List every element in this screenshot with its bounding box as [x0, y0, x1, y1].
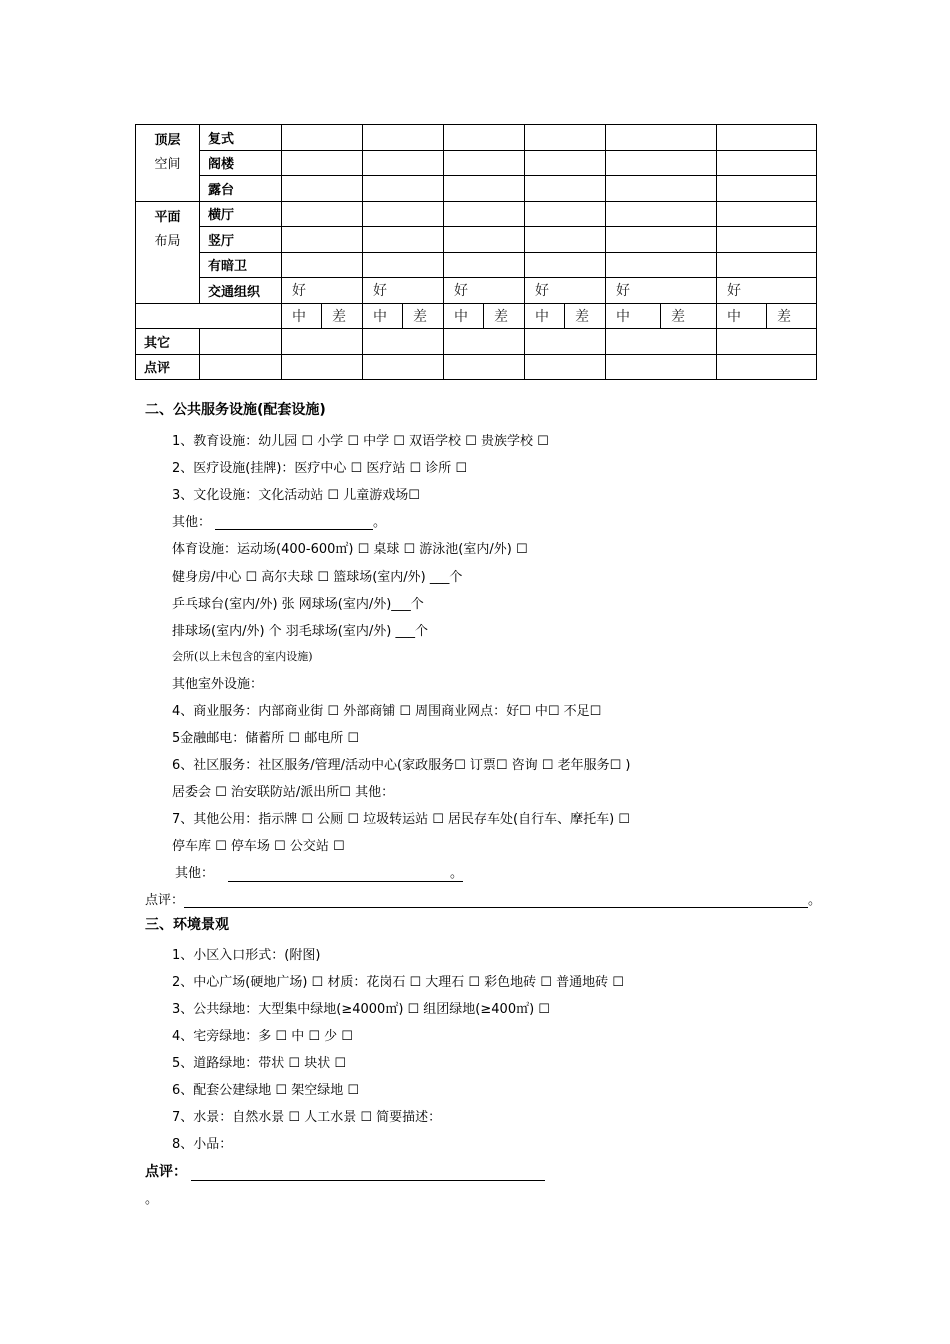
- row-label: 有暗卫: [200, 252, 282, 278]
- review3-line: [145, 1161, 545, 1181]
- cell[interactable]: [282, 176, 363, 202]
- cell[interactable]: [525, 227, 606, 253]
- cell[interactable]: [444, 252, 525, 278]
- group-label-2: 空间: [154, 157, 181, 172]
- row-label: 露台: [200, 176, 282, 202]
- cell[interactable]: [200, 329, 282, 355]
- row-label: 复式: [200, 125, 282, 151]
- review3-end: 。: [145, 1192, 159, 1207]
- cell[interactable]: [606, 329, 717, 355]
- row-label-other: 其它: [136, 329, 200, 355]
- other-end: 。: [373, 515, 387, 530]
- other-input[interactable]: [215, 517, 373, 530]
- review2-line: [145, 889, 821, 908]
- cell[interactable]: [717, 354, 817, 380]
- cell[interactable]: [525, 252, 606, 278]
- row-label-review: 点评: [136, 354, 200, 380]
- cell[interactable]: [525, 176, 606, 202]
- green-facility-line: 6、配套公建绿地 ☐ 架空绿地 ☐: [172, 1083, 359, 1098]
- review2-end: 。: [808, 893, 822, 908]
- empty-cell: [136, 303, 282, 329]
- rating-good[interactable]: 好: [606, 278, 717, 304]
- cell[interactable]: [444, 201, 525, 227]
- section-2-title: 二、公共服务设施(配套设施): [145, 402, 326, 418]
- cell[interactable]: [363, 125, 444, 151]
- commerce-line: 4、商业服务：内部商业街 ☐ 外部商铺 ☐ 周围商业网点：好☐ 中☐ 不足☐: [172, 704, 602, 719]
- cell[interactable]: [363, 354, 444, 380]
- water-line: 7、水景：自然水景 ☐ 人工水景 ☐ 简要描述：: [172, 1110, 442, 1125]
- other-line: [172, 511, 386, 530]
- survey-table: [135, 124, 817, 380]
- cell[interactable]: [282, 201, 363, 227]
- rating-mid[interactable]: 中: [525, 303, 565, 329]
- rating-bad[interactable]: 差: [565, 303, 606, 329]
- cell[interactable]: [282, 125, 363, 151]
- review2-label: 点评：: [145, 893, 185, 908]
- cell[interactable]: [525, 329, 606, 355]
- cell[interactable]: [606, 150, 717, 176]
- group-label-2: 布局: [154, 233, 181, 249]
- review2-input[interactable]: [184, 895, 808, 908]
- cell[interactable]: [200, 354, 282, 380]
- cell[interactable]: [606, 201, 717, 227]
- club-line: 会所(以上未包含的室内设施): [172, 650, 313, 663]
- plaza-line: 2、中心广场(硬地广场) ☐ 材质：花岗石 ☐ 大理石 ☐ 彩色地砖 ☐ 普通地砖 ☐: [172, 975, 624, 990]
- cell[interactable]: [717, 150, 817, 176]
- rating-bad[interactable]: 差: [661, 303, 717, 329]
- cell[interactable]: [717, 125, 817, 151]
- rating-mid[interactable]: 中: [282, 303, 322, 329]
- cell[interactable]: [717, 176, 817, 202]
- rating-good[interactable]: 好: [282, 278, 363, 304]
- section-3-title: 三、环境景观: [145, 917, 229, 933]
- rating-good[interactable]: 好: [363, 278, 444, 304]
- community-line: 6、社区服务：社区服务/管理/活动中心(家政服务☐ 订票☐ 咨询 ☐ 老年服务☐ ): [172, 758, 631, 773]
- cell[interactable]: [282, 354, 363, 380]
- pingpong-line: 乒乓球台(室内/外) 张 网球场(室内/外)___个: [172, 597, 424, 612]
- green-road-line: 5、道路绿地：带状 ☐ 块状 ☐: [172, 1056, 346, 1071]
- rating-mid[interactable]: 中: [717, 303, 767, 329]
- sports-line: 体育设施：运动场(400-600㎡) ☐ 桌球 ☐ 游泳池(室内/外) ☐: [172, 542, 528, 557]
- cell[interactable]: [525, 201, 606, 227]
- medical-line: 2、医疗设施(挂牌)：医疗中心 ☐ 医疗站 ☐ 诊所 ☐: [172, 461, 468, 476]
- cell[interactable]: [606, 176, 717, 202]
- cell[interactable]: [363, 227, 444, 253]
- cell[interactable]: [363, 329, 444, 355]
- culture-line: 3、文化设施：文化活动站 ☐ 儿童游戏场☐: [172, 488, 420, 503]
- cell[interactable]: [525, 125, 606, 151]
- finance-line: 5金融邮电：储蓄所 ☐ 邮电所 ☐: [172, 731, 359, 746]
- cell[interactable]: [444, 150, 525, 176]
- group-plan-layout: [136, 201, 200, 303]
- cell[interactable]: [282, 150, 363, 176]
- cell[interactable]: [363, 252, 444, 278]
- row-label: 横厅: [200, 201, 282, 227]
- cell[interactable]: [606, 354, 717, 380]
- other-label: 其他：: [172, 515, 212, 530]
- row-label: 交通组织: [200, 278, 282, 304]
- cell[interactable]: [363, 150, 444, 176]
- rating-good[interactable]: 好: [444, 278, 525, 304]
- cell[interactable]: [282, 329, 363, 355]
- rating-mid[interactable]: 中: [606, 303, 661, 329]
- cell[interactable]: [717, 201, 817, 227]
- cell[interactable]: [444, 176, 525, 202]
- committee-line: 居委会 ☐ 治安联防站/派出所☐ 其他：: [172, 785, 395, 800]
- cell[interactable]: [363, 201, 444, 227]
- other2-input[interactable]: [228, 869, 450, 882]
- cell[interactable]: [717, 227, 817, 253]
- other2-line: [175, 862, 463, 882]
- cell[interactable]: [282, 252, 363, 278]
- other2-end: 。: [450, 866, 464, 881]
- rating-bad[interactable]: 差: [767, 303, 817, 329]
- rating-bad[interactable]: 差: [403, 303, 444, 329]
- group-top-space: [136, 125, 200, 202]
- review3-label: 点评：: [145, 1164, 187, 1180]
- cell[interactable]: [525, 354, 606, 380]
- rating-good[interactable]: 好: [525, 278, 606, 304]
- cell[interactable]: [717, 329, 817, 355]
- gym-line: 健身房/中心 ☐ 高尔夫球 ☐ 篮球场(室内/外) ___个: [172, 570, 463, 585]
- review3-input[interactable]: [191, 1167, 545, 1181]
- cell[interactable]: [363, 176, 444, 202]
- group-label-1: 顶层: [154, 133, 181, 148]
- green-public-line: 3、公共绿地：大型集中绿地(≥4000㎡) ☐ 组团绿地(≥400㎡) ☐: [172, 1002, 550, 1017]
- rating-bad[interactable]: 差: [484, 303, 525, 329]
- cell[interactable]: [444, 227, 525, 253]
- cell[interactable]: [444, 329, 525, 355]
- rating-bad[interactable]: 差: [322, 303, 363, 329]
- other2-label: 其他：: [175, 866, 215, 881]
- rating-good[interactable]: 好: [717, 278, 817, 304]
- cell[interactable]: [282, 227, 363, 253]
- green-house-line: 4、宅旁绿地：多 ☐ 中 ☐ 少 ☐: [172, 1029, 353, 1044]
- rating-mid[interactable]: 中: [444, 303, 484, 329]
- cell[interactable]: [606, 252, 717, 278]
- row-label: 阁楼: [200, 150, 282, 176]
- outdoor-line: 其他室外设施：: [172, 677, 264, 692]
- row-label: 竖厅: [200, 227, 282, 253]
- cell[interactable]: [717, 252, 817, 278]
- edu-line: 1、教育设施：幼儿园 ☐ 小学 ☐ 中学 ☐ 双语学校 ☐ 贵族学校 ☐: [172, 434, 549, 449]
- cell[interactable]: [606, 125, 717, 151]
- volleyball-line: 排球场(室内/外) 个 羽毛球场(室内/外) ___个: [172, 624, 428, 639]
- rating-mid[interactable]: 中: [363, 303, 403, 329]
- cell[interactable]: [444, 354, 525, 380]
- entrance-line: 1、小区入口形式：(附图): [172, 948, 321, 963]
- cell[interactable]: [606, 227, 717, 253]
- cell[interactable]: [444, 125, 525, 151]
- sculpture-line: 8、小品：: [172, 1137, 233, 1152]
- parking-line: 停车库 ☐ 停车场 ☐ 公交站 ☐: [172, 839, 345, 854]
- cell[interactable]: [525, 150, 606, 176]
- public-line: 7、其他公用：指示牌 ☐ 公厕 ☐ 垃圾转运站 ☐ 居民存车处(自行车、摩托车) ☐: [172, 812, 630, 827]
- group-label-1: 平面: [154, 209, 181, 225]
